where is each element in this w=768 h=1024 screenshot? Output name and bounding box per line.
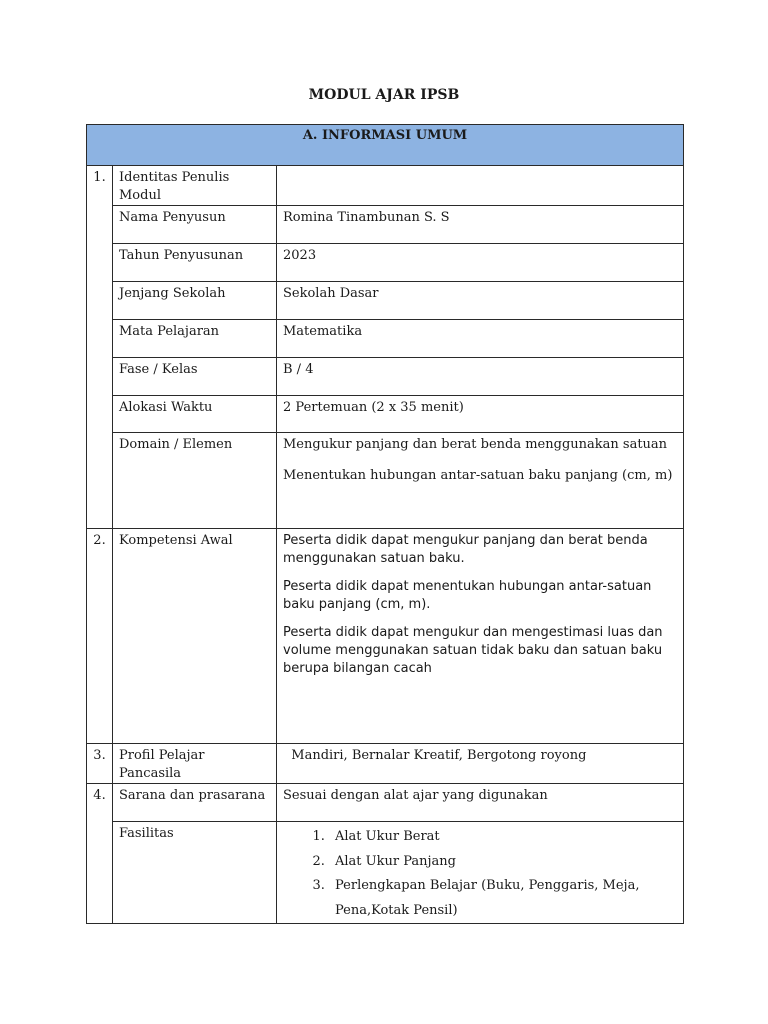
row-label: Mata Pelajaran [113, 320, 277, 358]
informasi-umum-table [86, 124, 684, 924]
table-row [87, 529, 684, 744]
row-value [277, 822, 684, 924]
domain-line: Mengukur panjang dan berat benda menggunakan satuan [283, 437, 668, 452]
row-label: Jenjang Sekolah [113, 282, 277, 320]
row-number: 2. [87, 529, 113, 744]
row-number: 1. [87, 166, 113, 206]
table-row [87, 744, 684, 784]
row-number: 4. [87, 784, 113, 822]
table-row [87, 282, 684, 320]
row-value: Matematika [277, 320, 684, 358]
row-label: Sarana dan prasarana [113, 784, 277, 822]
row-value: Romina Tinambunan S. S [277, 206, 684, 244]
row-label: Alokasi Waktu [113, 396, 277, 433]
row-label: Domain / Elemen [113, 433, 277, 529]
row-label: Profil Pelajar Pancasila [113, 744, 277, 784]
table-row [87, 244, 684, 282]
row-label: Tahun Penyusunan [113, 244, 277, 282]
document-title: MODUL AJAR IPSB [308, 87, 460, 103]
section-header-row [87, 125, 684, 166]
row-value [277, 166, 684, 206]
table-row [87, 358, 684, 396]
row-number: 3. [87, 744, 113, 784]
list-item: 2. Alat Ukur Panjang [329, 850, 677, 875]
row-value: B / 4 [277, 358, 684, 396]
table-row [87, 320, 684, 358]
section-header: A. INFORMASI UMUM [87, 125, 684, 166]
row-value: 2023 [277, 244, 684, 282]
row-label: Identitas Penulis Modul [113, 166, 277, 206]
kompetensi-paragraph: Peserta didik dapat menentukan hubungan antar-satuan baku panjang (cm, m). [283, 579, 652, 612]
row-value: Mandiri, Bernalar Kreatif, Bergotong royong [277, 744, 684, 784]
row-value: Sekolah Dasar [277, 282, 684, 320]
row-value: 2 Pertemuan (2 x 35 menit) [277, 396, 684, 433]
table-row [87, 396, 684, 433]
list-item: 1. Alat Ukur Berat [329, 825, 677, 850]
table-row [87, 433, 684, 529]
row-value [277, 433, 684, 529]
kompetensi-paragraph: Peserta didik dapat mengukur panjang dan berat benda menggunakan satuan baku. [283, 533, 648, 566]
table-row [87, 784, 684, 822]
fasilitas-list [283, 825, 677, 923]
kompetensi-paragraph: Peserta didik dapat mengukur dan mengestimasi luas dan volume menggunakan satuan tidak baku dan satuan baku berupa bilangan cacah [283, 625, 663, 676]
row-label: Kompetensi Awal [113, 529, 277, 744]
list-item: 3. Perlengkapan Belajar (Buku, Penggaris, Meja, Pena,Kotak Pensil) [329, 874, 677, 923]
row-label: Fasilitas [113, 822, 277, 924]
domain-line: Menentukan hubungan antar-satuan baku panjang (cm, m) [283, 468, 673, 483]
table-row [87, 166, 684, 206]
row-label: Fase / Kelas [113, 358, 277, 396]
row-value [277, 529, 684, 744]
row-label: Nama Penyusun [113, 206, 277, 244]
row-value: Sesuai dengan alat ajar yang digunakan [277, 784, 684, 822]
table-row [87, 206, 684, 244]
table-row [87, 822, 684, 924]
